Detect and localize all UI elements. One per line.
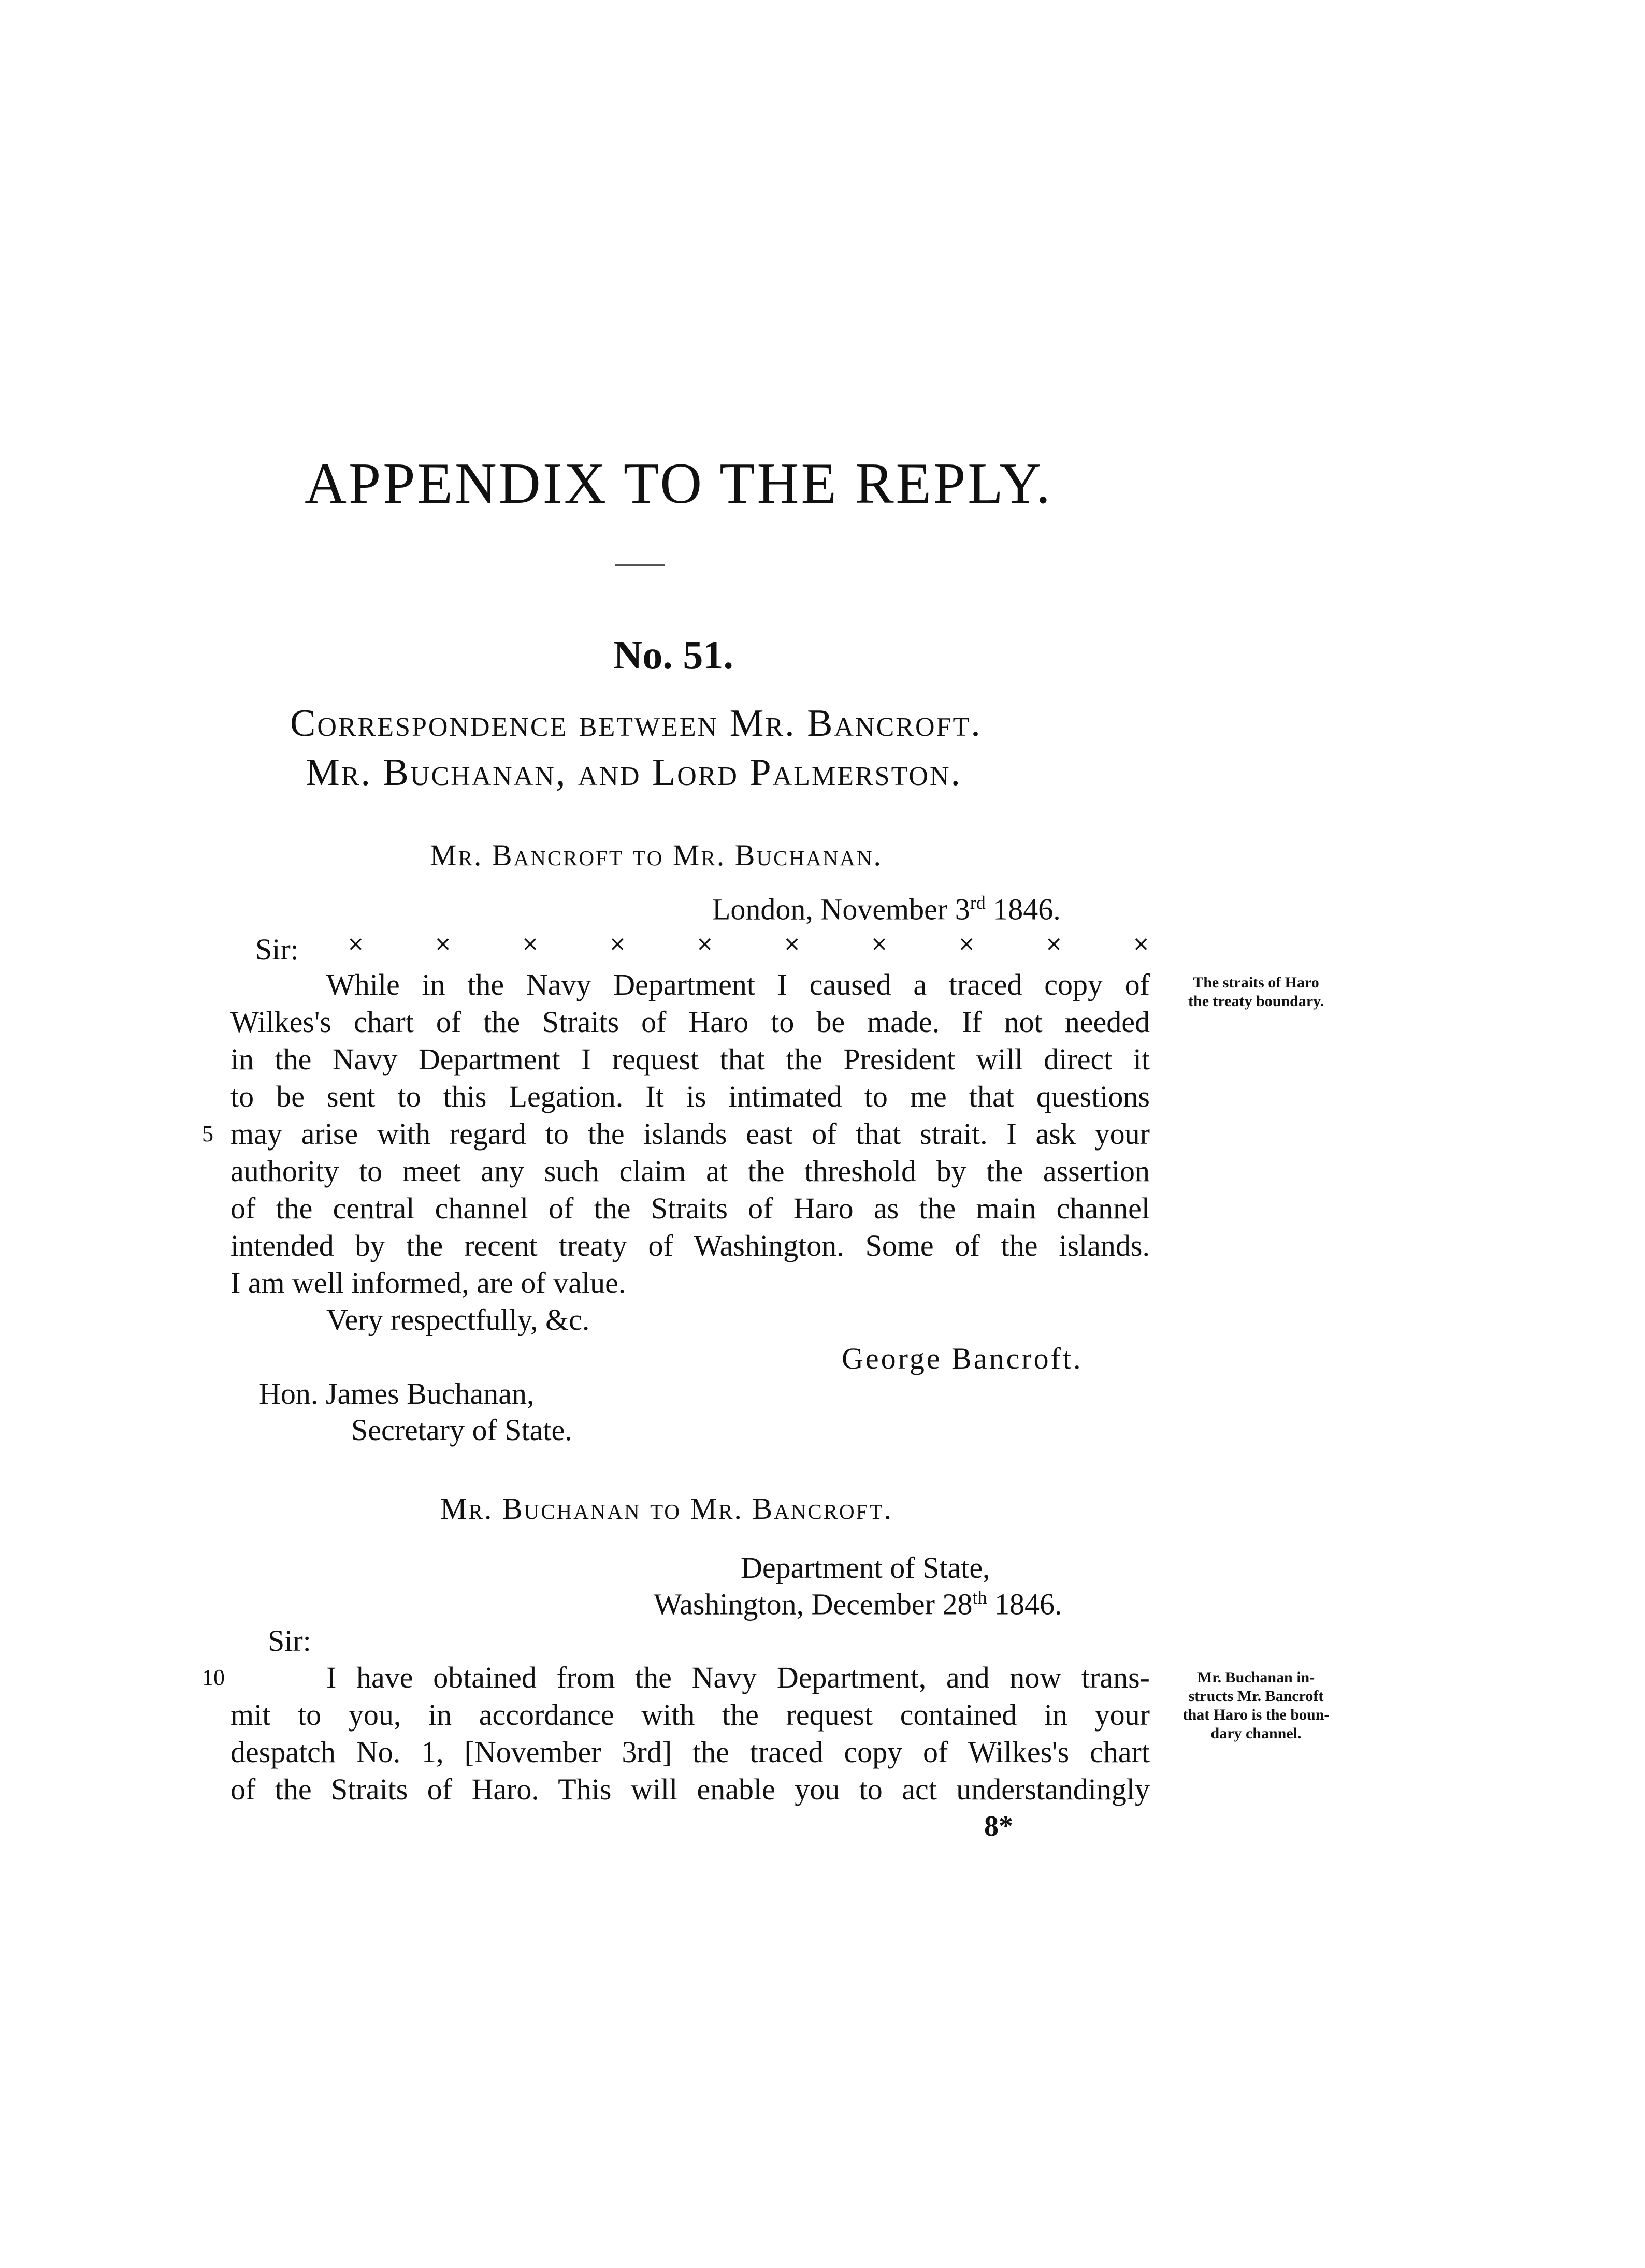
correspondence-heading-line2: Mr. Buchanan, and Lord Palmerston. [306, 751, 962, 794]
letter2-date-year: 1846. [987, 1587, 1062, 1621]
omission-mark: × [958, 932, 975, 956]
letter2-line: of the Straits of Haro. This will enable you to act understandingly [230, 1772, 1150, 1806]
omission-mark: × [521, 932, 539, 956]
letter2-date-sup: th [972, 1587, 987, 1608]
letter1-closing: Very respectfully, &c. [326, 1303, 590, 1336]
margin-note-line: that Haro is the boun- [1182, 1706, 1330, 1723]
title-divider [615, 564, 665, 566]
margin-note [1152, 1668, 1360, 1743]
letter1-date-day: 3 [955, 892, 970, 926]
line-number: 10 [202, 1665, 225, 1690]
omission-mark: × [696, 932, 714, 956]
letter1-line: of the central channel of the Straits of Haro as the main channel [230, 1191, 1150, 1225]
letter1-line: in the Navy Department I request that the President will direct it [230, 1042, 1150, 1076]
omission-marks [347, 932, 1150, 956]
omission-mark: × [434, 932, 452, 956]
letter1-line: may arise with regard to the islands east of that strait. I ask your [230, 1117, 1150, 1151]
letter1-signature: George Bancroft. [842, 1342, 1083, 1375]
omission-mark: × [609, 932, 626, 956]
letter1-salutation: Sir: [255, 933, 299, 966]
letter1-line: authority to meet any such claim at the threshold by the assertion [230, 1154, 1150, 1188]
margin-note-line: dary channel. [1210, 1725, 1302, 1742]
letter1-date-year: 1846. [985, 892, 1061, 926]
letter1-line: While in the Navy Department I caused a traced copy of [326, 968, 1150, 1001]
omission-mark: × [347, 932, 365, 956]
letter1-recipient-title: Secretary of State. [351, 1413, 572, 1447]
letter2-line: mit to you, in accordance with the request contained in your [230, 1698, 1150, 1732]
letter1-recipient: Hon. James Buchanan, [259, 1377, 535, 1411]
margin-note-line: structs Mr. Bancroft [1188, 1688, 1324, 1705]
margin-note-line: Mr. Buchanan in- [1197, 1669, 1315, 1686]
letter2-heading: Mr. Buchanan to Mr. Bancroft. [440, 1492, 893, 1525]
page-title: APPENDIX TO THE REPLY. [305, 452, 1052, 516]
letter1-heading: Mr. Bancroft to Mr. Buchanan. [430, 838, 883, 872]
letter1-date-sup: rd [970, 892, 986, 913]
letter2-date-line2 [654, 1587, 1062, 1621]
letter1-line: intended by the recent treaty of Washington. Some of the islands. [230, 1229, 1150, 1262]
letter1-date [712, 892, 1061, 926]
letter1-line: Wilkes's chart of the Straits of Haro to be made. If not needed [230, 1005, 1150, 1039]
margin-note-line: The straits of Haro [1193, 974, 1319, 991]
omission-mark: × [870, 932, 888, 956]
letter1-line: to be sent to this Legation. It is intimated to me that questions [230, 1080, 1150, 1113]
margin-note-line: the treaty boundary. [1188, 993, 1324, 1010]
omission-mark: × [1045, 932, 1063, 956]
letter2-date-day: 28 [942, 1587, 973, 1621]
letter2-line: I have obtained from the Navy Department, and now trans- [326, 1661, 1150, 1694]
omission-mark: × [783, 932, 801, 956]
letter2-date-prefix: Washington, December [654, 1587, 943, 1621]
letter2-date-line1: Department of State, [741, 1551, 990, 1584]
line-number: 5 [202, 1121, 213, 1146]
document-number: No. 51. [613, 632, 733, 677]
letter1-date-place: London, November [712, 892, 955, 926]
margin-note [1152, 973, 1360, 1011]
letter2-salutation: Sir: [268, 1624, 311, 1658]
correspondence-heading-line1: Correspondence between Mr. Bancroft. [290, 702, 982, 745]
letter2-line: despatch No. 1, [November 3rd] the traced copy of Wilkes's chart [230, 1735, 1150, 1769]
omission-mark: × [1132, 932, 1150, 956]
page-number: 8* [984, 1810, 1013, 1842]
letter1-line: I am well informed, are of value. [230, 1266, 626, 1300]
